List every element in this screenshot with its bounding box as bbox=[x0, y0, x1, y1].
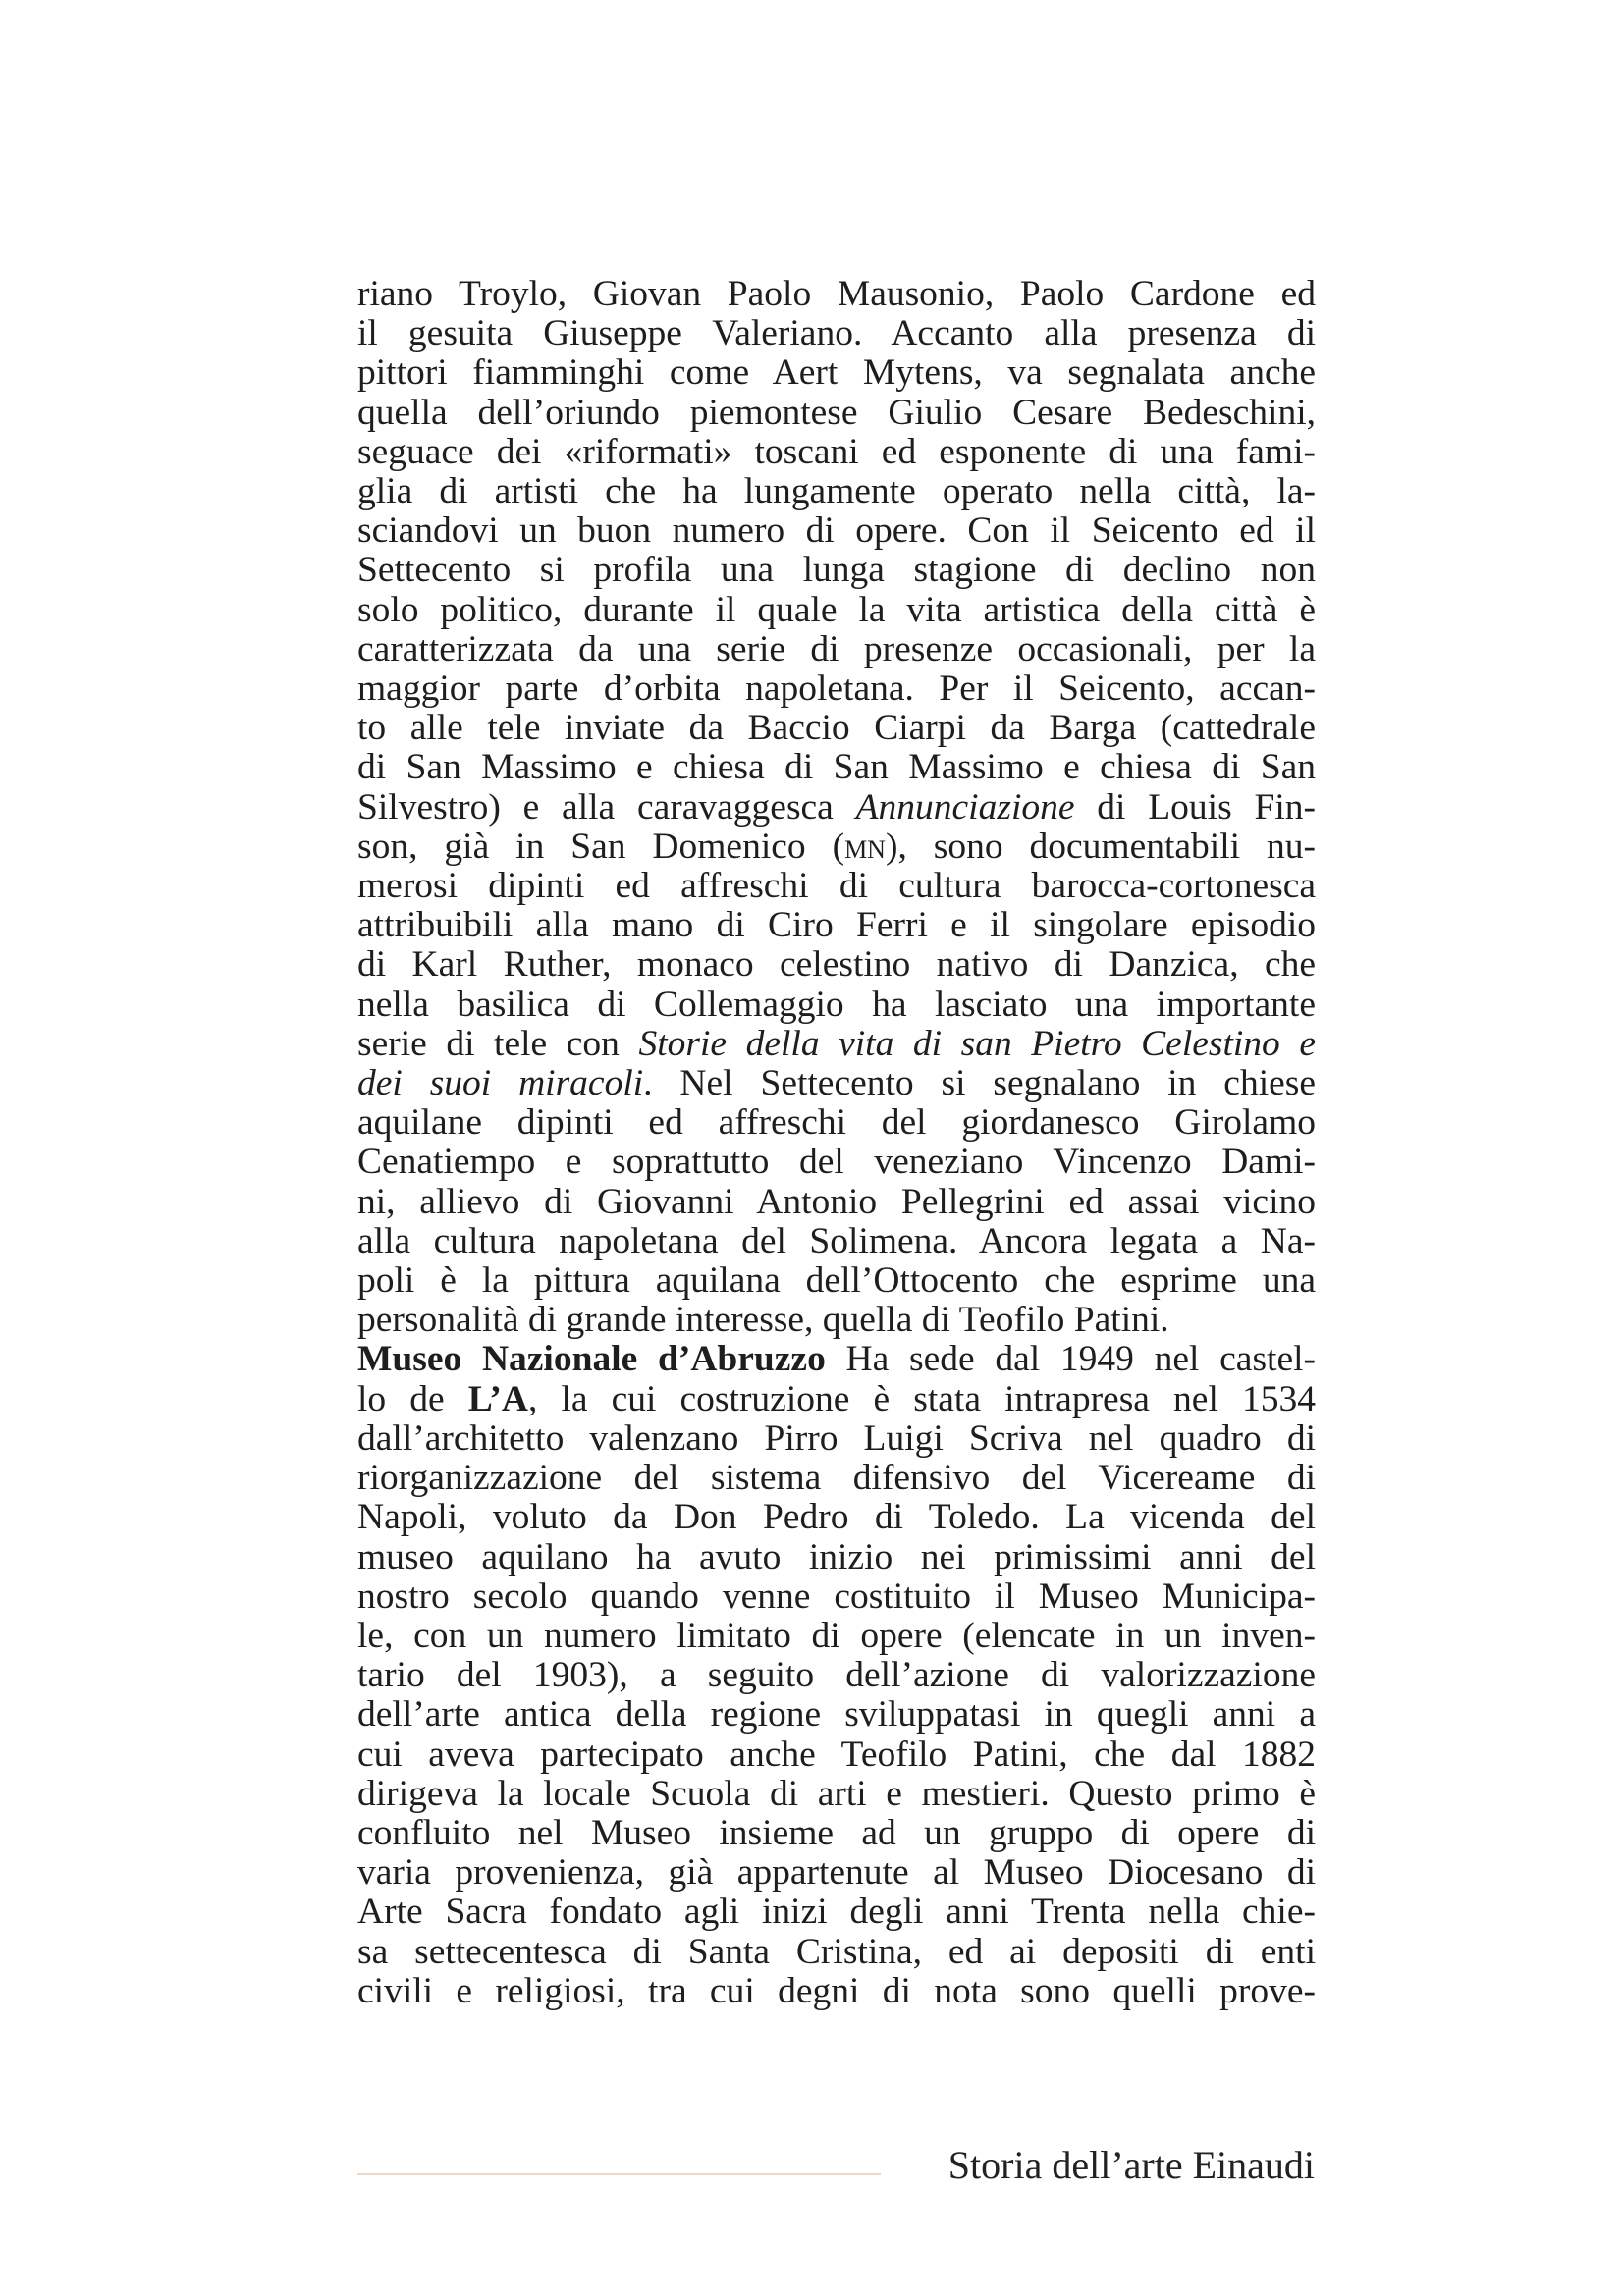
text-run: L’A bbox=[467, 1378, 528, 1419]
text-run: di Louis Fin- bbox=[1074, 786, 1316, 828]
text-line bbox=[357, 1459, 1316, 1498]
text-run: museo aquilano ha avuto inizio nei primissimi anni del bbox=[357, 1536, 1316, 1577]
text-line bbox=[357, 748, 1316, 787]
text-line bbox=[357, 1656, 1316, 1695]
text-line bbox=[357, 1972, 1316, 2011]
text-run: Napoli, voluto da Don Pedro di Toledo. La vicenda del bbox=[357, 1497, 1316, 1538]
text-line bbox=[357, 1853, 1316, 1893]
text-run: il gesuita Giuseppe Valeriano. Accanto alla presenza di bbox=[357, 313, 1316, 354]
text-line bbox=[357, 353, 1316, 393]
text-line bbox=[357, 986, 1316, 1025]
text-run: 1882 bbox=[1242, 1734, 1316, 1775]
text-run: aquilane dipinti ed affreschi del giordanesco Girolamo bbox=[357, 1102, 1316, 1144]
text-line bbox=[357, 669, 1316, 709]
text-line bbox=[357, 1064, 1316, 1103]
text-run: di Karl Ruther, monaco celestino nativo di Danzica, che bbox=[357, 944, 1316, 986]
text-run: poli è la pittura aquilana dell’Ottocento che esprime una bbox=[357, 1260, 1316, 1302]
text-line bbox=[357, 591, 1316, 630]
text-line bbox=[357, 1261, 1316, 1301]
text-line bbox=[357, 788, 1316, 828]
text-line bbox=[357, 433, 1316, 472]
text-run: attribuibili alla mano di Ciro Ferri e il singolare episodio bbox=[357, 905, 1316, 946]
text-run: . Nel Settecento si segnalano in chiese bbox=[643, 1063, 1316, 1104]
text-line bbox=[357, 1695, 1316, 1735]
text-run: Ha sede dal bbox=[825, 1339, 1060, 1380]
text-run: nel castel- bbox=[1133, 1339, 1317, 1380]
text-line bbox=[357, 551, 1316, 590]
text-line bbox=[357, 275, 1316, 314]
footer-divider bbox=[357, 2173, 881, 2175]
text-line bbox=[357, 1143, 1316, 1182]
text-line bbox=[357, 1025, 1316, 1064]
text-line bbox=[357, 867, 1316, 906]
text-run: confluito nel Museo insieme ad un gruppo di opere di bbox=[357, 1812, 1316, 1853]
text-run: solo politico, durante il quale la vita artistica della città è bbox=[357, 589, 1316, 630]
text-run: varia provenienza, già appartenute al Museo Diocesano di bbox=[357, 1852, 1316, 1894]
text-run: mn bbox=[844, 826, 886, 867]
text-run: dall’architetto valenzano Pirro Luigi Scriva nel quadro di bbox=[357, 1417, 1316, 1459]
text-line bbox=[357, 1301, 1316, 1340]
text-run: son, già in San Domenico ( bbox=[357, 826, 845, 867]
text-run: riano Troylo, Giovan Paolo Mausonio, Paolo Cardone ed bbox=[357, 274, 1316, 314]
text-run: dirigeva la locale Scuola di arti e mestieri. Questo primo è bbox=[357, 1773, 1316, 1814]
text-run: lo de bbox=[357, 1378, 468, 1419]
text-run: Silvestro) e alla caravaggesca bbox=[357, 786, 856, 828]
text-run: Museo Nazionale d’Abruzzo bbox=[357, 1339, 826, 1380]
text-line bbox=[357, 945, 1316, 985]
text-run: , la cui costruzione è stata intrapresa nel bbox=[527, 1378, 1242, 1419]
text-line bbox=[357, 314, 1316, 353]
text-run: Settecento si profila una lunga stagione di declino non bbox=[357, 550, 1316, 591]
text-run: sa settecentesca di Santa Cristina, ed ai depositi di enti bbox=[357, 1931, 1316, 1972]
text-line bbox=[357, 1775, 1316, 1814]
text-run: ), sono documentabili nu- bbox=[885, 826, 1316, 867]
text-line bbox=[357, 1577, 1316, 1617]
text-line bbox=[357, 1933, 1316, 1972]
text-run: Storie della vita di san Pietro Celestino e bbox=[638, 1023, 1317, 1064]
text-run: caratterizzata da una serie di presenze occasionali, per la bbox=[357, 628, 1316, 669]
text-run: to alle tele inviate da Baccio Ciarpi da Barga (cattedrale bbox=[357, 708, 1316, 749]
text-run: nostro secolo quando venne costituito il Museo Municipa- bbox=[357, 1575, 1316, 1617]
text-line bbox=[357, 394, 1316, 433]
text-run: le, con un numero limitato di opere (elencate in un inven- bbox=[357, 1615, 1316, 1656]
text-line bbox=[357, 1814, 1316, 1853]
text-run: 1534 bbox=[1241, 1378, 1316, 1419]
text-line bbox=[357, 1222, 1316, 1261]
text-run: civili e religiosi, tra cui degni di nota sono quelli prove- bbox=[357, 1970, 1316, 2011]
text-line bbox=[357, 1617, 1316, 1656]
text-run: Annunciazione bbox=[855, 786, 1075, 828]
text-line bbox=[357, 828, 1316, 867]
text-run: personalità di grande interesse, quella di Teofilo Patini. bbox=[357, 1300, 1169, 1341]
text-line bbox=[357, 1380, 1316, 1419]
text-line bbox=[357, 1735, 1316, 1775]
text-run: maggior parte d’orbita napoletana. Per il Seicento, accan- bbox=[357, 668, 1316, 710]
text-run: 1949 bbox=[1059, 1339, 1134, 1380]
text-run: riorganizzazione del sistema difensivo del Vicereame di bbox=[357, 1458, 1316, 1499]
footer-series-title: Storia dell’arte Einaudi bbox=[947, 2143, 1315, 2187]
text-line bbox=[357, 630, 1316, 669]
text-run: dei suoi miracoli bbox=[357, 1063, 644, 1104]
body-text bbox=[357, 275, 1316, 2011]
text-run: alla cultura napoletana del Solimena. Ancora legata a Na- bbox=[357, 1220, 1316, 1261]
text-run: serie di tele con bbox=[357, 1023, 639, 1064]
text-run: cui aveva partecipato anche Teofilo Patini, che dal bbox=[357, 1734, 1242, 1775]
text-run: 1903 bbox=[532, 1655, 607, 1696]
text-line bbox=[357, 1340, 1316, 1379]
text-line bbox=[357, 709, 1316, 748]
text-line bbox=[357, 1183, 1316, 1222]
text-line bbox=[357, 1103, 1316, 1143]
text-line bbox=[357, 1538, 1316, 1577]
text-run: sciandovi un buon numero di opere. Con il Seicento ed il bbox=[357, 510, 1316, 552]
text-run: di San Massimo e chiesa di San Massimo e chiesa di San bbox=[357, 747, 1316, 788]
text-run: Arte Sacra fondato agli inizi degli anni Trenta nella chie- bbox=[357, 1892, 1316, 1933]
text-run: quella dell’oriundo piemontese Giulio Cesare Bedeschini, bbox=[357, 392, 1316, 433]
text-run: dell’arte antica della regione sviluppatasi in quegli anni a bbox=[357, 1694, 1316, 1735]
text-run: tario del bbox=[357, 1655, 533, 1696]
text-run: ni, allievo di Giovanni Antonio Pellegrini ed assai vicino bbox=[357, 1181, 1316, 1222]
text-run: seguace dei «riformati» toscani ed esponente di una fami- bbox=[357, 431, 1316, 472]
text-run: glia di artisti che ha lungamente operato nella città, la- bbox=[357, 471, 1316, 512]
text-run: ), a seguito dell’azione di valorizzazione bbox=[606, 1655, 1316, 1696]
text-line bbox=[357, 1419, 1316, 1459]
text-run: nella basilica di Collemaggio ha lasciato una importante bbox=[357, 984, 1316, 1025]
text-run: pittori fiamminghi come Aert Mytens, va segnalata anche bbox=[357, 352, 1316, 394]
text-line bbox=[357, 511, 1316, 551]
text-run: Cenatiempo e soprattutto del veneziano Vincenzo Dami- bbox=[357, 1142, 1316, 1183]
text-line bbox=[357, 472, 1316, 511]
text-line bbox=[357, 1893, 1316, 1932]
text-line bbox=[357, 1498, 1316, 1537]
text-run: merosi dipinti ed affreschi di cultura barocca-cortonesca bbox=[357, 866, 1316, 907]
text-line bbox=[357, 906, 1316, 945]
